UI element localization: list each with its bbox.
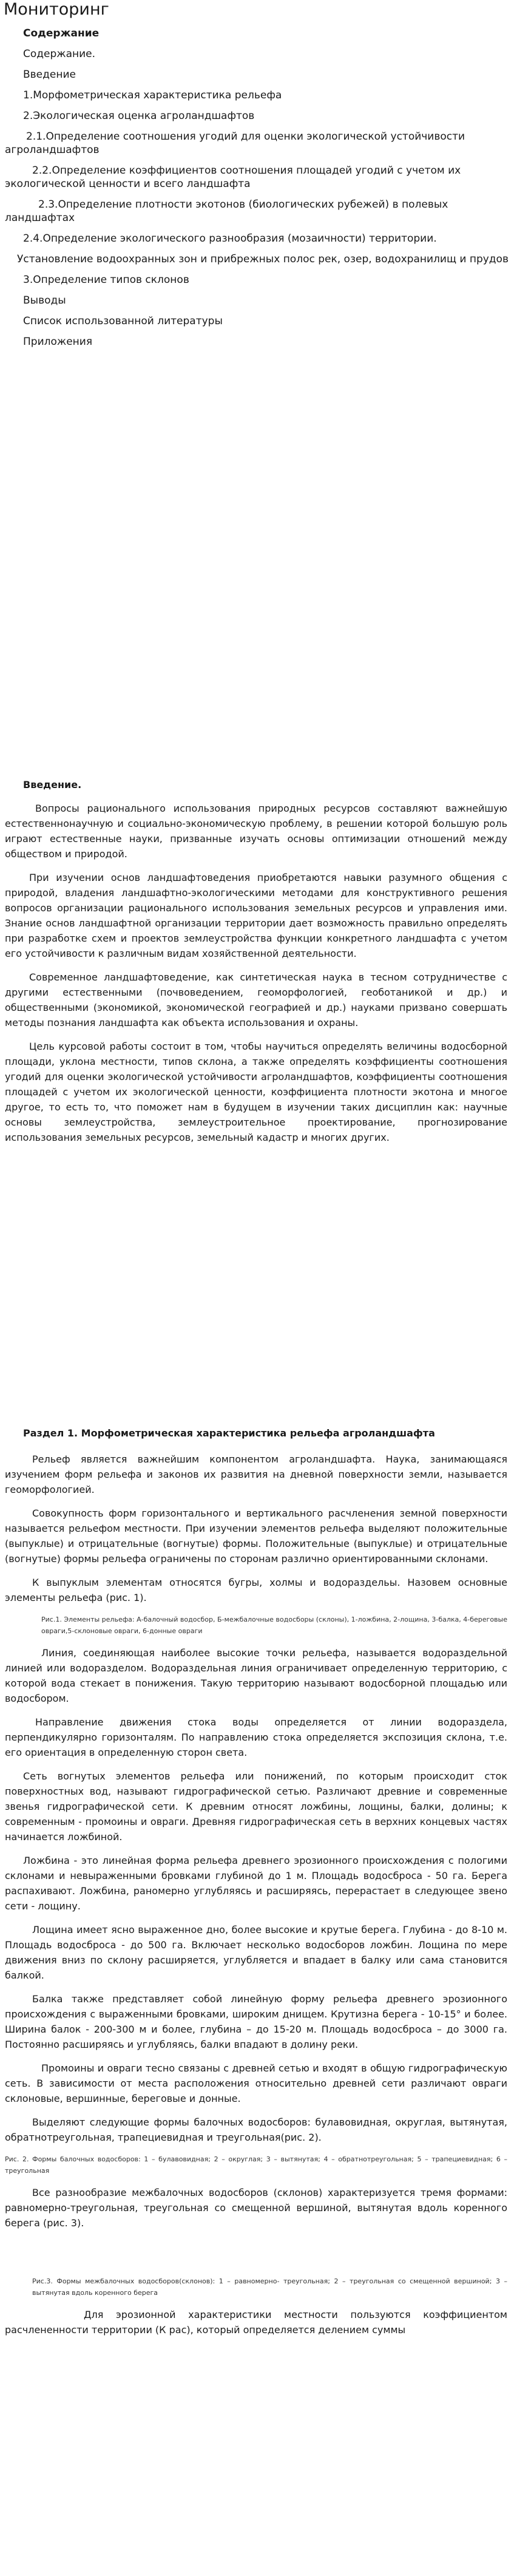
paragraph: Сеть вогнутых элементов рельефа или понижений, по которым происходит сток поверхностных вод, называют гидрографической сетью. Различают древние и современные звенья гидрографической сети. К древним относят ложбины, лощины, балки, долины; к современным - промоины и овраги. Древняя гидрографическая сеть в верхних концевых частях начинается ложбиной. [5,1770,507,1843]
paragraph: Цель курсовой работы состоит в том, чтобы научиться определять величины водосборной площади, уклона местности, типов склона, а также определять коэффициенты соотношения угодий для оценки экологической устойчивости агроландшафтов, коэффициенты соотношения площадей с учетом их экологической ценности, коэффициента плотности экотона и многое другое, то есть то, что поможет нам в будущем в изучении таких дисциплин как: научные основы землеустройства, землеустроительное проектирование, прогнозирование использования земельных ресурсов, земельный кадастр и многих других. [5,1041,507,1143]
toc-item[interactable]: 2.1.Определение соотношения угодий для оценки экологической устойчивости агроландшафтов [5,131,465,156]
paragraph: К выпуклым элементам относятся бугры, холмы и водораздельы. Назовем основные элементы рельефа (рис. 1). [5,1577,507,1603]
figure-3-placeholder [5,2239,507,2275]
toc-item[interactable]: Введение [23,69,76,81]
paragraph: Направление движения стока воды определяется от линии водораздела, перпендикулярно горизонталям. По направлению стока определяется экспозиция склона, т.е. его ориентация в определенную сторон света. [5,1716,507,1758]
paragraph: Выделяют следующие формы балочных водосборов: булавовидная, округлая, вытянутая, обратнотреугольная, трапециевидная и треугольная(рис. 2). [5,2116,507,2143]
toc-item[interactable]: Содержание. [23,48,96,60]
section-1-heading: Раздел 1. Морфометрическая характеристика рельефа агроландшафта [23,1427,435,1439]
introduction-section [5,777,507,1154]
toc-item[interactable]: Список использованной литературы [23,315,223,327]
toc-item[interactable]: 2.3.Определение плотности экотонов (биологических рубежей) в полевых ландшафтах [5,199,448,224]
paragraph: Лощина имеет ясно выраженное дно, более высокие и крутые берега. Глубина - до 8-10 м. Площадь водосброса - до 500 га. Включает несколько водосборов ложбин. Лощина по мере движения вниз по склону расширяется, углубляется и впадает в балку или сама становится балкой. [5,1924,507,1981]
paragraph: Рельеф является важнейшим компонентом агроландшафта. Наука, занимающаяся изучением форм рельефа и законов их развития на дневной поверхности земли, называется геоморфологией. [5,1453,507,1495]
figure-2-caption: Рис. 2. Формы балочных водосборов: 1 – булавовидная; 2 – округлая; 3 – вытянутая; 4 – обратнотреугольная; 5 – трапециевидная; 6 – треугольная [5,2155,507,2175]
paragraph: Совокупность форм горизонтального и вертикального расчленения земной поверхности называется рельефом местности. При изучении элементов рельефа выделяют положительные (выпуклые) и отрицательные (вогнутые) формы. Положительные (выпуклые) и отрицательные (вогнутые) формы рельефа ограничены по сторонам различно ориентированными склонами. [5,1507,507,1565]
toc-item[interactable]: 2.4.Определение экологического разнообразия (мозаичности) территории. [23,233,437,245]
paragraph: Все разнообразие межбалочных водосборов (склонов) характеризуется тремя формами: равномерно-треугольная, треугольная со смещенной вершиной, вытянутая вдоль коренного берега (рис. 3). [5,2187,507,2229]
toc-item[interactable]: Выводы [23,294,66,307]
toc-item[interactable]: 3.Определение типов склонов [23,274,189,286]
toc-item[interactable]: 2.Экологическая оценка агроландшафтов [23,110,255,122]
introduction-heading: Введение. [23,779,82,790]
toc-item[interactable]: 2.2.Определение коэффициентов соотношения площадей угодий с учетом их экологической ценности и всего ландшафта [5,165,461,190]
paragraph: Для эрозионной характеристики местности пользуются коэффициентом расчлененности территории (К рас), который определяется делением суммы [5,2309,507,2336]
paragraph: При изучении основ ландшафтоведения приобретаются навыки разумного общения с природой, владения ландшафтно-экологическими методами для конструктивного решения вопросов организации рационального использования земельных ресурсов и управления ими. Знание основ ландшафтной организации территории дает возможность правильно определять при разработке схем и проектов землеустройства функции конкретного ландшафта с учетом его устойчивости к различным видам хозяйственной деятельности. [5,872,507,959]
section-1 [5,1424,507,2346]
figure-1-caption: Рис.1. Элементы рельефа: А-балочный водосбор, Б-межбалочные водосборы (склоны), 1-ложбина, 2-лощина, 3-балка, 4-береговые овраги,5-склоновые овраги, 6-донные овраги [41,1616,507,1635]
toc-item[interactable]: 1.Морфометрическая характеристика рельефа [23,89,282,101]
toc-item[interactable]: Приложения [23,336,93,348]
paragraph: Линия, соединяющая наиболее высокие точки рельефа, называется водораздельной линией или водоразделом. Водораздельная линия ограничивает определенную территорию, с которой вода стекает в понижения. Такую территорию называют водосборной площадью или водосбором. [5,1647,507,1704]
toc-item[interactable]: Установление водоохранных зон и прибрежных полос рек, озер, водохранилищ и прудов [17,253,509,265]
figure-3-caption: Рис.3. Формы межбалочных водосборов(склонов): 1 – равномерно- треугольная; 2 – треугольная со смещенной вершиной; 3 –вытянутая вдоль коренного берега [32,2277,507,2297]
paragraph: Ложбина - это линейная форма рельефа древнего эрозионного происхождения с пологими склонами и невыраженными бровками глубиной до 1 м. Площадь водосброса - 50 га. Берега распахивают. Ложбина, раномерно углубляясь и расширяясь, перерастает в следующее звено сети - лощину. [5,1855,507,1912]
paragraph: Вопросы рационального использования природных ресурсов составляют важнейшую естественнонаучную и социально-экономическую проблему, в решении которой большую роль играют естественные науки, призванные изучать основы оптимизации отношений между обществом и природой. [5,803,507,860]
page-title: Мониторинг [4,0,109,19]
paragraph: Современное ландшафтоведение, как синтетическая наука в тесном сотрудничестве с другими естественными (почвоведением, геоморфологией, геоботаникой и др.) и общественными (экономикой, экономической географией и др.) науками призвано совершать методы познания ландшафта как объекта использования и охраны. [5,971,507,1028]
table-of-contents [5,27,510,356]
paragraph: Промоины и овраги тесно связаны с древней сетью и входят в общую гидрографическую сеть. В зависимости от места расположения относительно древней сети различают овраги склоновые, вершинные, береговые и донные. [5,2062,507,2104]
paragraph: Балка также представляет собой линейную форму рельефа древнего эрозионного происхождения с выраженными бровками, широким днищем. Крутизна берега - 10-15° и более. Ширина балок - 200-300 м и более, глубина – до 15-20 м. Площадь водосброса – до 3000 га. Постоянно расширяясь и углубляясь, балки впадают в долину реки. [5,1993,507,2050]
toc-heading: Содержание [23,27,100,39]
